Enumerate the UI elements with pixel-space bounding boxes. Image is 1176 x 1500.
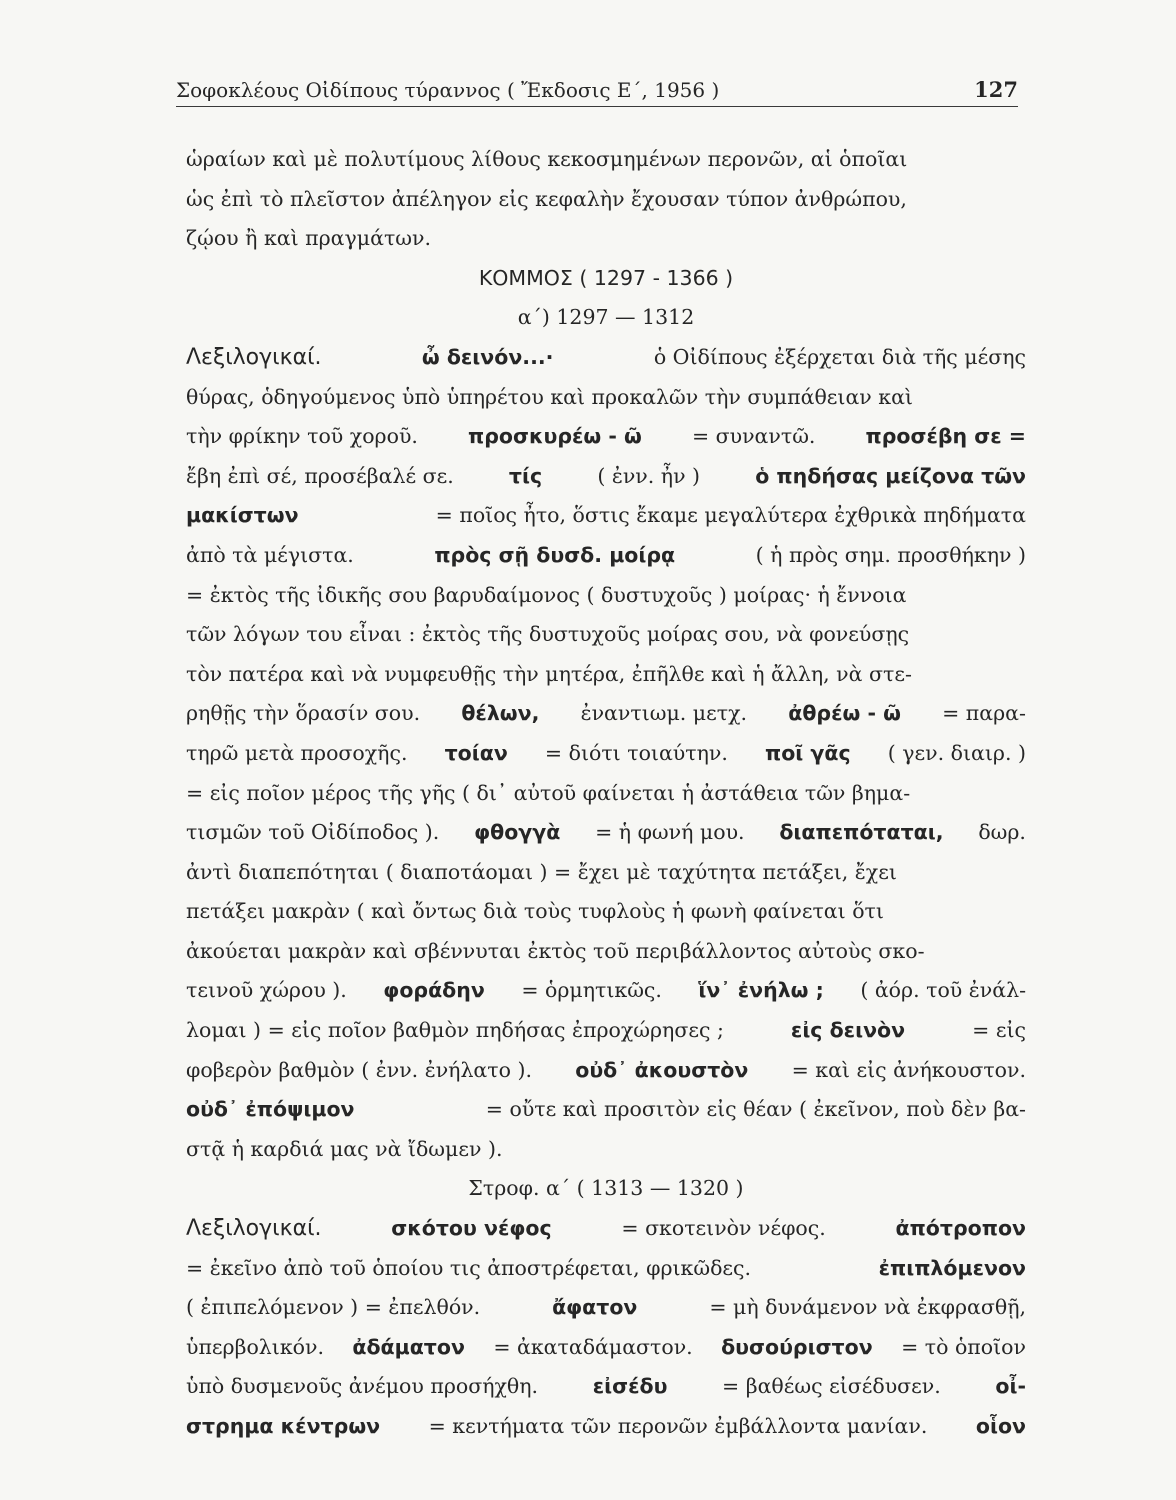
lexical-label: Λεξιλογικαί. [186, 1216, 322, 1242]
line-text: λομαι ) = εἰς ποῖον βαθμὸν πηδήσας ἐπροχώρησες ; [186, 1018, 724, 1043]
line-text: = ἐκεῖνο ἀπὸ τοῦ ὁποίου τις ἀποστρέφεται, φρικῶδες. [186, 1255, 752, 1280]
lemma: οὐδ᾽ ἐπόψιμον [186, 1097, 355, 1122]
lemma: σκότου νέφος [391, 1216, 552, 1241]
line-text: τῶν λόγων του εἶναι : ἐκτὸς τῆς δυστυχοῦς μοίρας σου, νὰ φονεύσῃς [186, 622, 910, 647]
line-text: = ἀκαταδάμαστον. [493, 1334, 693, 1359]
running-header [176, 70, 1018, 107]
text-line [186, 536, 1026, 576]
line-text: τηρῶ μετὰ προσοχῆς. [186, 740, 408, 765]
subsection-heading-strophe: Στροφ. α΄ ( 1313 — 1320 ) [468, 1176, 744, 1201]
line-text: ἔβη ἐπὶ σέ, προσέβαλέ σε. [186, 463, 454, 488]
line-text: ἀπὸ τὰ μέγιστα. [186, 542, 354, 567]
lemma: προσέβη σε = [865, 424, 1026, 449]
lemma: διαπεπόταται, [779, 820, 944, 845]
lemma: οἶ- [995, 1374, 1026, 1399]
line-text: ὡς ἐπὶ τὸ πλεῖστον ἀπέληγον εἰς κεφαλὴν ἔχουσαν τύπον ἀνθρώπου, [186, 186, 907, 211]
lemma: οἷον [975, 1414, 1026, 1438]
text-line [186, 615, 1026, 655]
header-title: Σοφοκλέους Οἰδίπους τύραννος ( Ἔκδοσις Ε΄, 1956 ) [176, 78, 720, 102]
text-line [186, 576, 1026, 616]
text-line [186, 180, 1026, 220]
text-line [186, 1051, 1026, 1091]
line-text: = εἰς [972, 1018, 1026, 1043]
text-line [186, 1090, 1026, 1130]
text-line [186, 1249, 1026, 1289]
text-line [186, 1288, 1026, 1328]
line-text: ( ἐπιπελόμενον ) = ἐπελθόν. [186, 1295, 481, 1320]
line-text: = μὴ δυνάμενον νὰ ἐκφρασθῇ, [709, 1295, 1026, 1320]
line-text: ζῴου ἢ καὶ πραγμάτων. [186, 226, 431, 251]
line-text: = ὁρμητικῶς. [521, 978, 662, 1003]
line-text: = ἐκτὸς τῆς ἰδικῆς σου βαρυδαίμονος ( δυστυχοῦς ) μοίρας· ἡ ἔννοια [186, 582, 907, 607]
line-text: φοβερὸν βαθμὸν ( ἐνν. ἐνήλατο ). [186, 1057, 532, 1082]
text-line [186, 417, 1026, 457]
line-text: = οὔτε καὶ προσιτὸν εἰς θέαν ( ἐκεῖνον, ποὺ δὲν βα- [485, 1097, 1026, 1122]
line-text: στᾷ ἡ καρδιά μας νὰ ἴδωμεν ). [186, 1136, 503, 1161]
line-text: ὑπερβολικόν. [186, 1334, 324, 1359]
lexical-label: Λεξιλογικαί. [186, 344, 322, 370]
text-line [186, 971, 1026, 1011]
section-heading-kommos: ΚΟΜΜΟΣ ( 1297 - 1366 ) [478, 265, 734, 290]
lemma: ὦ δεινόν...· [421, 344, 554, 369]
lemma: ἀπότροπον [895, 1216, 1026, 1241]
text-line [186, 1209, 1026, 1249]
lemma: εἰσέδυ [592, 1374, 668, 1399]
lemma: ἵν᾽ ἐνήλω ; [698, 978, 824, 1003]
lemma: δυσούριστον [721, 1334, 873, 1359]
line-text: ( ἡ πρὸς σημ. προσθήκην ) [755, 542, 1026, 567]
text-line [186, 734, 1026, 774]
text-line [186, 853, 1026, 893]
line-text: ( ἐνν. ἦν ) [597, 463, 701, 488]
line-text: = σκοτεινὸν νέφος. [621, 1216, 826, 1241]
line-text: = παρα- [942, 701, 1026, 726]
text-line [186, 338, 1026, 378]
lemma: θέλων, [461, 701, 540, 726]
line-text: ὁ Οἰδίπους ἐξέρχεται διὰ τῆς μέσης [653, 344, 1026, 369]
text-line [186, 655, 1026, 695]
line-text: θύρας, ὁδηγούμενος ὑπὸ ὑπηρέτου καὶ προκαλῶν τὴν συμπάθειαν καὶ [186, 384, 913, 409]
lemma: τίς [508, 463, 543, 488]
text-line [186, 1011, 1026, 1051]
lemma: ἄφατον [552, 1295, 638, 1320]
line-text: = καὶ εἰς ἀνήκουστον. [791, 1057, 1026, 1082]
text-line [186, 774, 1026, 814]
text-line [186, 1130, 1026, 1170]
lemma: στρημα κέντρων [186, 1414, 381, 1438]
line-text: = τὸ ὁποῖον [901, 1334, 1026, 1359]
lemma: ὁ πηδήσας μείζονα τῶν [755, 463, 1026, 488]
line-text: ( ἀόρ. τοῦ ἐνάλ- [860, 978, 1026, 1003]
line-text: = συναντῶ. [691, 424, 816, 449]
line-text: = εἰς ποῖον μέρος τῆς γῆς ( δι᾽ αὐτοῦ φαίνεται ἡ ἀστάθεια τῶν βημα- [186, 780, 911, 805]
lemma: μακίστων [186, 503, 299, 528]
lemma: οὐδ᾽ ἀκουστὸν [575, 1057, 749, 1082]
lemma: πρὸς σῇ δυσδ. μοίρᾳ [434, 542, 676, 567]
line-text: = βαθέως εἰσέδυσεν. [722, 1374, 941, 1399]
lemma: προσκυρέω - ῶ [468, 424, 642, 449]
line-text: = ποῖος ἦτο, ὅστις ἔκαμε μεγαλύτερα ἐχθρικὰ πηδήματα [435, 503, 1026, 528]
lemma: τοίαν [444, 740, 508, 765]
line-text: ἐναντιωμ. μετχ. [580, 701, 748, 726]
line-text: ὑπὸ δυσμενοῦς ἀνέμου προσήχθη. [186, 1374, 539, 1399]
lemma: εἰς δεινὸν [790, 1018, 906, 1043]
text-line [186, 1328, 1026, 1368]
lemma: ποῖ γᾶς [765, 740, 851, 765]
text-line [186, 457, 1026, 497]
line-text: ρηθῇς τὴν ὅρασίν σου. [186, 701, 421, 726]
page-body [186, 140, 1026, 1447]
line-text: = διότι τοιαύτην. [544, 740, 728, 765]
line-text: τὸν πατέρα καὶ νὰ νυμφευθῇς τὴν μητέρα, ἐπῆλθε καὶ ἡ ἄλλη, νὰ στε- [186, 661, 912, 686]
line-text: = ἡ φωνή μου. [595, 820, 745, 845]
text-line [186, 219, 1026, 259]
subsection-heading-alpha: α΄) 1297 — 1312 [517, 305, 695, 330]
line-text: ἀντὶ διαπεπότηται ( διαποτάομαι ) = ἔχει μὲ ταχύτητα πετάξει, ἔχει [186, 859, 897, 884]
lemma: ἀθρέω - ῶ [788, 701, 901, 726]
text-line [186, 932, 1026, 972]
line-text: ἀκούεται μακρὰν καὶ σβέννυται ἐκτὸς τοῦ περιβάλλοντος αὐτοὺς σκο- [186, 938, 925, 963]
line-text: ( γεν. διαιρ. ) [887, 740, 1026, 765]
line-text: τεινοῦ χώρου ). [186, 978, 347, 1003]
lemma: ἀδάματον [352, 1334, 465, 1359]
text-line [186, 496, 1026, 536]
line-text: τὴν φρίκην τοῦ χοροῦ. [186, 424, 418, 449]
line-text: τισμῶν τοῦ Οἰδίποδος ). [186, 820, 440, 845]
text-line [186, 1407, 1026, 1447]
text-line [186, 140, 1026, 180]
lemma: ἐπιπλόμενον [878, 1255, 1026, 1280]
text-line [186, 378, 1026, 418]
text-line [186, 1367, 1026, 1407]
text-line [186, 694, 1026, 734]
lemma: φοράδην [383, 978, 485, 1003]
line-text: δωρ. [978, 820, 1026, 845]
text-line [186, 892, 1026, 932]
text-line [186, 813, 1026, 853]
page-number: 127 [974, 77, 1018, 102]
line-text: ὡραίων καὶ μὲ πολυτίμους λίθους κεκοσμημένων περονῶν, αἱ ὁποῖαι [186, 147, 908, 171]
line-text: = κεντήματα τῶν περονῶν ἐμβάλλοντα μανίαν. [428, 1414, 928, 1438]
lemma: φθογγὰ [474, 820, 561, 845]
line-text: πετάξει μακρὰν ( καὶ ὄντως διὰ τοὺς τυφλοὺς ἡ φωνὴ φαίνεται ὅτι [186, 899, 884, 924]
